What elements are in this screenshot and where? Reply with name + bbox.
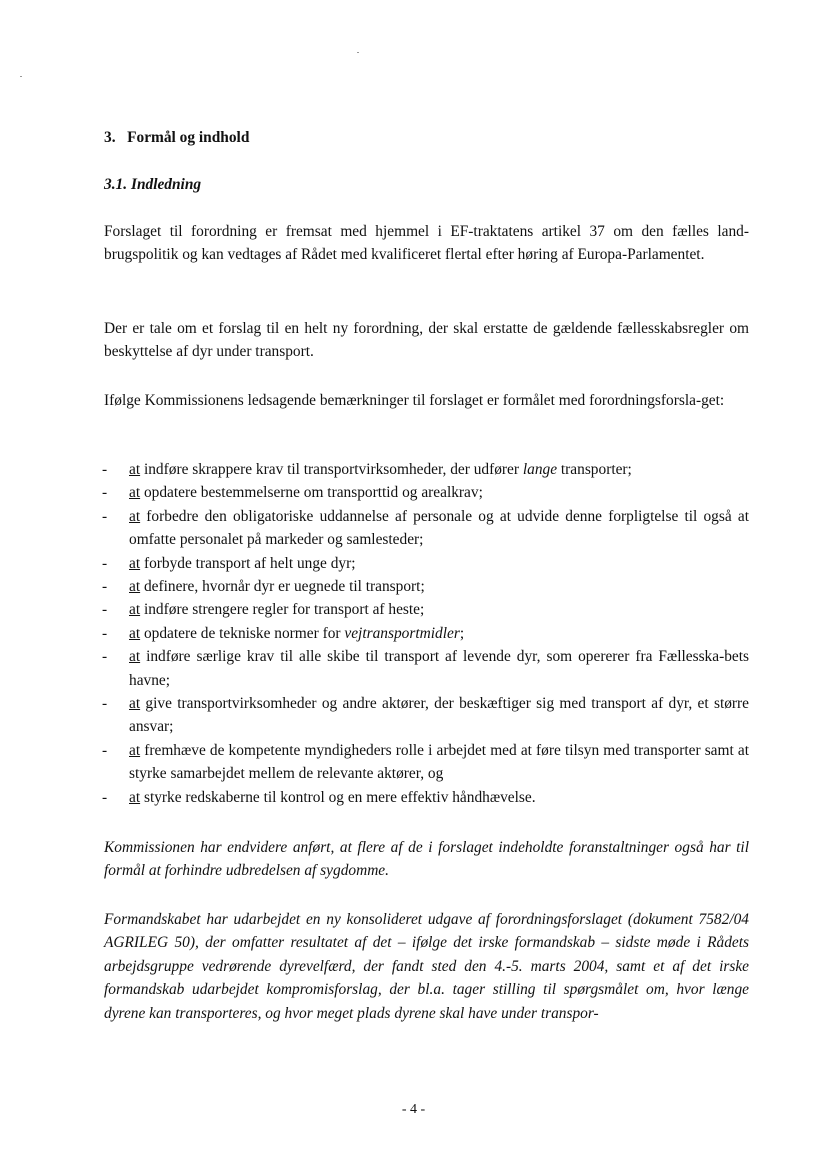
bullet-dash: -	[102, 648, 108, 666]
bullet-lead-word: at	[129, 695, 141, 713]
bullet-dash: -	[102, 578, 108, 596]
bullet-text-end: ;	[459, 624, 465, 642]
bullet-emphasis: vejtransportmidler	[344, 624, 460, 642]
bullet-lead-word: at	[129, 648, 141, 666]
bullet-dash: -	[102, 788, 108, 806]
bullet-lead-word: at	[129, 484, 141, 502]
bullet-text: forbedre den obligatoriske uddannelse af personale og at udvide denne forpligtelse til også at omfatte personalet på markeder og samlesteder;	[129, 507, 749, 549]
list-item	[104, 598, 749, 621]
bullet-dash: -	[102, 461, 108, 478]
bullet-dash: -	[102, 554, 108, 572]
bullet-lead-word: at	[129, 461, 141, 478]
bullet-text: forbyde transport af helt unge dyr;	[140, 554, 356, 572]
subsection-heading	[104, 173, 749, 196]
subsection-number: 3.1.	[104, 176, 128, 193]
bullet-dash: -	[102, 484, 108, 502]
bullet-text: definere, hvornår dyr er uegnede til transport;	[140, 578, 425, 596]
bullet-dash: -	[102, 695, 108, 713]
list-item	[104, 739, 749, 786]
list-item	[104, 692, 749, 739]
bullet-text: styrke redskaberne til kontrol og en mere effektiv håndhævelse.	[140, 788, 536, 806]
paragraph-presidency: Formandskabet har udarbejdet en ny konsolideret udgave af forordningsforslaget (dokument 7582/04 AGRILEG 50), der omfatter resultatet af det – ifølge det irske formandskab – sidste møde i Rådets arbejdsgruppe vedrørende dyrevelfærd, der fandt sted den 4.-5. marts 2004, samt et af det irske formandskab udarbejdet kompromisforslag, der bl.a. tager stilling til spørgsmålet om, hvor længe dyrene kan transporteres, og hvor meget plads dyrene skal have under transpor-	[104, 911, 749, 1022]
purpose-list	[104, 458, 749, 809]
bullet-text-end: transporter;	[557, 461, 632, 478]
bullet-lead-word: at	[129, 554, 141, 572]
paragraph-new-regulation: Der er tale om et forslag til en helt ny forordning, der skal erstatte de gældende fællesskabsregler om beskyttelse af dyr under transport.	[104, 320, 749, 361]
section-number: 3.	[104, 129, 116, 146]
paragraph-purpose: Ifølge Kommissionens ledsagende bemærkninger til forslaget er formålet med forordningsforsla-get:	[104, 392, 725, 409]
list-item	[104, 575, 749, 598]
bullet-dash: -	[102, 507, 108, 525]
bullet-dash: -	[102, 741, 108, 759]
bullet-emphasis: lange	[522, 461, 558, 478]
scan-speck	[20, 76, 22, 77]
bullet-text: indføre skrappere krav til transportvirksomheder, der udfører	[140, 461, 523, 478]
section-title: Formål og indhold	[127, 129, 250, 146]
bullet-lead-word: at	[129, 507, 141, 525]
page-number: - 4 -	[401, 1102, 426, 1117]
bullet-dash: -	[102, 601, 108, 619]
bullet-lead-word: at	[129, 601, 141, 619]
section-heading	[104, 126, 749, 149]
paragraph-intro: Forslaget til forordning er fremsat med hjemmel i EF-traktatens artikel 37 om den fælles land-brugspolitik og kan vedtages af Rådet med kvalificeret flertal efter høring af Europa-Parlamentet.	[104, 223, 749, 264]
list-item	[104, 505, 749, 552]
bullet-text: indføre strengere regler for transport af heste;	[140, 601, 425, 619]
paragraph-disease: Kommissionen har endvidere anført, at flere af de i forslaget indeholdte foranstaltninger også har til formål at forhindre udbredelsen af sygdomme.	[104, 839, 749, 880]
bullet-lead-word: at	[129, 624, 141, 642]
list-item	[104, 786, 749, 809]
bullet-lead-word: at	[129, 788, 141, 806]
bullet-text: opdatere de tekniske normer for	[140, 624, 345, 642]
bullet-text: give transportvirksomheder og andre aktører, der beskæftiger sig med transport af dyr, et større ansvar;	[129, 695, 749, 736]
bullet-dash: -	[102, 624, 108, 642]
bullet-text: opdatere bestemmelserne om transporttid og arealkrav;	[140, 484, 483, 502]
bullet-text: indføre særlige krav til alle skibe til transport af levende dyr, som opererer fra Fællesska-bets havne;	[129, 648, 749, 689]
bullet-lead-word: at	[129, 578, 141, 596]
subsection-title: Indledning	[130, 176, 202, 193]
bullet-lead-word: at	[129, 741, 141, 759]
scan-speck	[357, 52, 359, 53]
list-item	[104, 622, 749, 645]
bullet-text: fremhæve de kompetente myndigheders rolle i arbejdet med at føre tilsyn med transporter samt at styrke samarbejdet mellem de relevante aktører, og	[129, 741, 749, 783]
list-item	[104, 645, 749, 692]
list-item	[104, 552, 749, 575]
list-item	[104, 481, 749, 504]
list-item	[104, 458, 749, 481]
